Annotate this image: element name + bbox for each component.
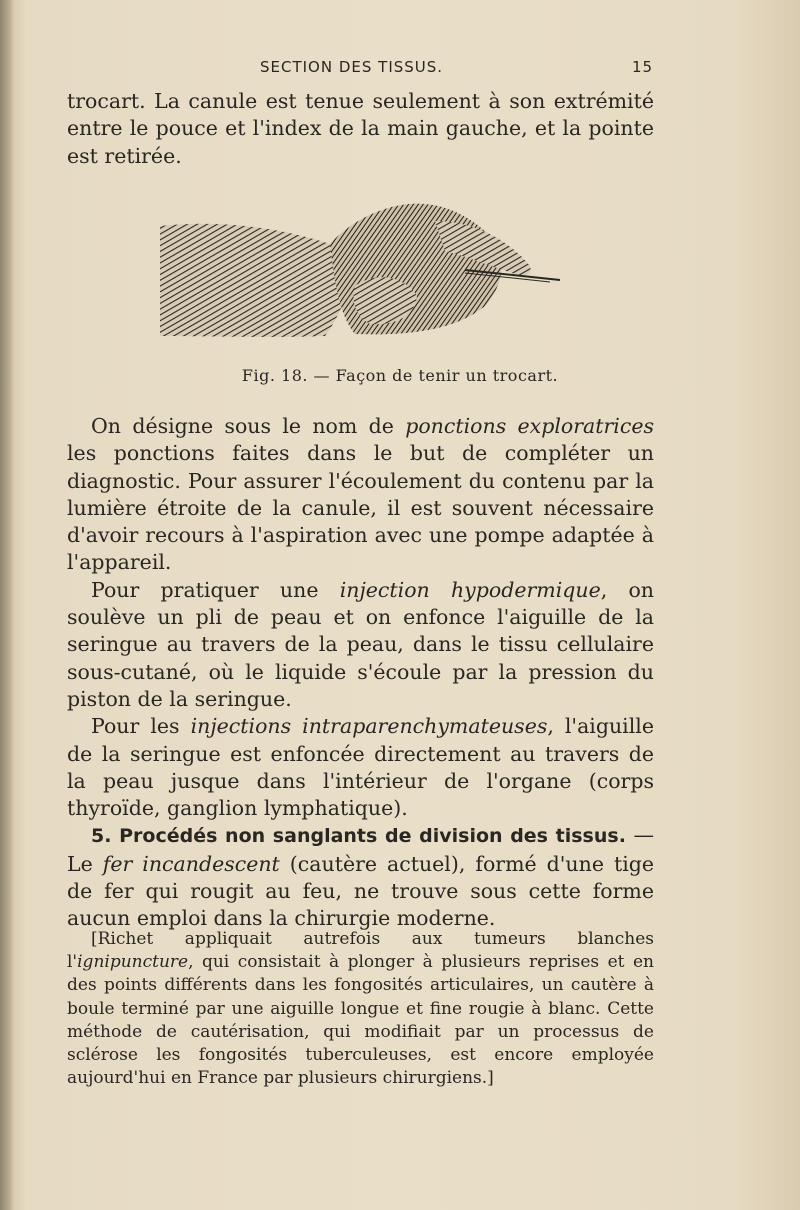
text-run: Pour les [91,714,191,739]
figure-caption: Fig. 18. — Façon de tenir un trocart. [241,366,559,385]
italic-term: fer incandescent [102,851,280,876]
italic-term: ignipuncture [77,952,189,973]
text-run: , l'aiguille de la seringue est enfoncée directement au travers de la peau jusque dans l'intérieur de l'organe (corps thyroïde, ganglion lymphatique). [67,714,654,821]
paragraph-hypodermique [67,577,654,713]
paragraph-ponctions [67,413,654,577]
hand-holding-trocar-illustration [155,196,575,346]
body-text [67,413,654,933]
section-5 [67,822,654,932]
text-run: Le [67,851,103,876]
text-run: , qui consistait à plonger à plusieurs reprises et en des points différents dans les fongosités articulaires, un cautère à boule terminé par une aiguille longue et fine rougie à blanc. Cette méthode de cautérisation, qui modifiait par un processus de sclérose les fongosités tuberculeuses, est encore employée aujourd'hui en France par plusieurs chirurgiens.] [67,952,654,1089]
section-heading: 5. Procédés non sanglants de division des tissus. [91,825,626,848]
page-number: 15 [632,58,654,76]
forearm-shape [160,224,355,337]
italic-term: injection hypodermique [339,577,601,602]
italic-term: injections intraparenchymateuses [190,714,548,739]
text-run: On désigne sous le nom de [91,414,406,438]
running-title: SECTION DES TISSUS. [260,58,444,76]
text-run: — [625,823,654,848]
text-run: , on soulève un pli de peau et on enfonce l'aiguille de la seringue au travers de la peau, dans le tissu cellulaire sous-cutané, où le liquide s'écoule par la pression du piston de la seringue. [67,577,655,711]
italic-term: ponctions exploratrices [405,414,654,438]
binding-gutter [0,0,14,1210]
page-header [0,58,800,82]
paragraph-intraparenchymateuses [67,713,654,822]
text-run: Pour pratiquer une [91,577,340,602]
paragraph-continued [67,88,654,170]
note-block [67,928,654,1090]
text-run: les ponctions faites dans le but de compléter un diagnostic. Pour assurer l'écoulement du contenu par la lumière étroite de la canule, il est souvent nécessaire d'avoir recours à l'aspiration avec une pompe adaptée à l'appareil. [67,441,654,575]
note-paragraph [67,928,654,1090]
text-run: (cautère actuel), formé d'une tige de fer qui rougit au feu, ne trouve sous cette forme aucun emploi dans la chirurgie moderne. [67,851,655,931]
text-run: [Richet appliquait autrefois aux tumeurs blanches l' [67,929,654,973]
paragraph-text: trocart. La canule est tenue seulement à son extrémité entre le pouce et l'index de la main gauche, et la pointe est retirée. [67,89,654,168]
